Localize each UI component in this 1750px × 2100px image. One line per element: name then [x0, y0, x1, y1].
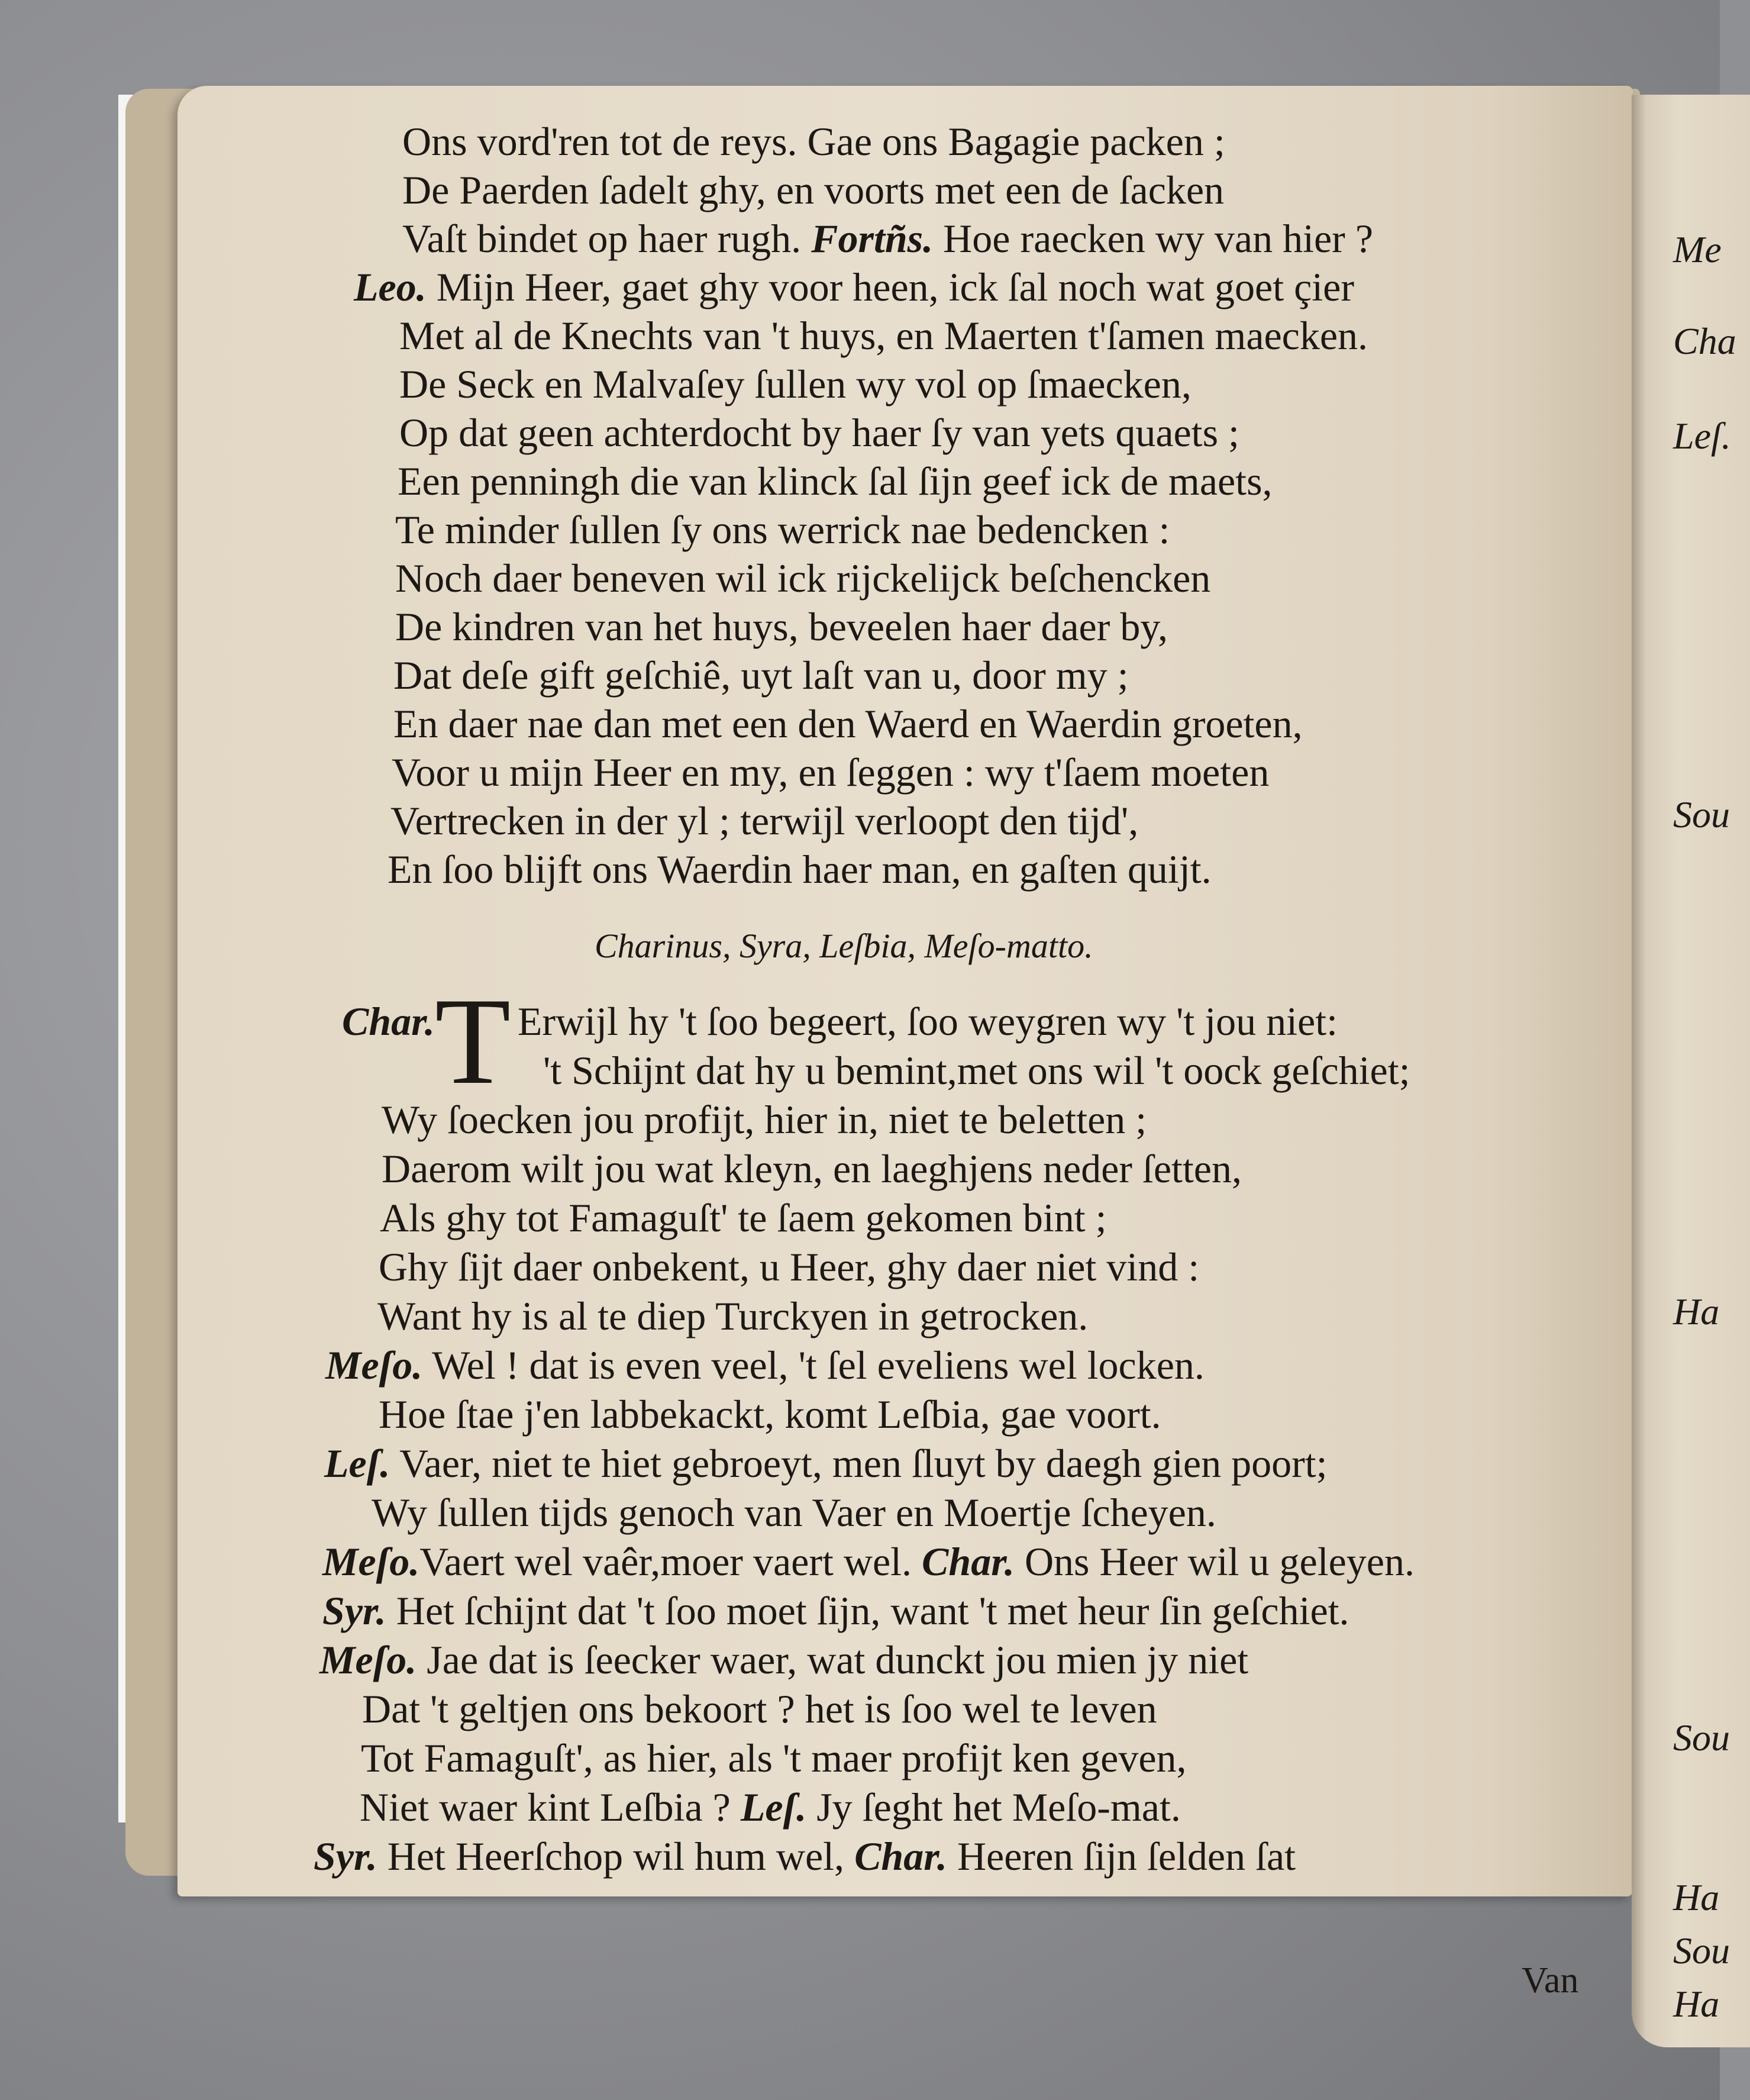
- verse-line: Tot Famaguſt', as hier, als 't maer profijt ken geven,: [361, 1736, 1187, 1780]
- facing-page-fragment: Cha: [1673, 320, 1736, 362]
- facing-page-fragment: Sou: [1673, 793, 1730, 836]
- verse-line: Leſ. Vaer, niet te hiet gebroeyt, men ſluyt by daegh gien poort;: [324, 1441, 1328, 1486]
- verse-line: Dat deſe gift geſchiê, uyt laſt van u, door my ;: [393, 653, 1129, 698]
- verse-line: 't Schijnt dat hy u bemint,met ons wil 't oock geſchiet;: [543, 1048, 1410, 1093]
- speaker-label: Meſo.: [325, 1343, 423, 1388]
- speaker-label: Syr.: [322, 1588, 386, 1633]
- verse-line: Ghy ſijt daer onbekent, u Heer, ghy daer niet vind :: [379, 1244, 1200, 1289]
- verse-line: Syr. Het Heerſchop wil hum wel, Char. Heeren ſijn ſelden ſat: [314, 1834, 1296, 1879]
- facing-page-fragment: Ha: [1673, 1983, 1720, 2025]
- verse-line: Wy ſullen tijds genoch van Vaer en Moertje ſcheyen.: [372, 1490, 1216, 1535]
- speaker-label: Meſo.: [319, 1637, 417, 1682]
- verse-line: Meſo. Wel ! dat is even veel, 't ſel eveliens wel locken.: [325, 1343, 1205, 1388]
- verse-line: Char. Erwijl hy 't ſoo begeert, ſoo weygren wy 't jou niet:: [342, 999, 1338, 1044]
- verse-line: De Seck en Malvaſey ſullen wy vol op ſmaecken,: [399, 362, 1192, 407]
- verse-line: Ons vord'ren tot de reys. Gae ons Bagagie packen ;: [402, 119, 1225, 164]
- facing-page-fragment: Leſ.: [1673, 415, 1731, 457]
- verse-line: Wy ſoecken jou profijt, hier in, niet te beletten ;: [382, 1097, 1147, 1142]
- verse-line: Met al de Knechts van 't huys, en Maerten t'ſamen maecken.: [399, 313, 1368, 358]
- catchword: Van: [1522, 1960, 1579, 2001]
- speaker-label: Leo.: [354, 264, 427, 309]
- verse-line: Syr. Het ſchijnt dat 't ſoo moet ſijn, want 't met heur ſin geſchiet.: [322, 1588, 1349, 1633]
- facing-page-edge: [1632, 95, 1750, 2047]
- verse-line: Als ghy tot Famaguſt' te ſaem gekomen bint ;: [380, 1195, 1107, 1240]
- verse-line: De kindren van het huys, beveelen haer daer by,: [395, 604, 1168, 649]
- verse-line: Daerom wilt jou wat kleyn, en laeghjens neder ſetten,: [382, 1146, 1242, 1191]
- speaker-label: Leſ.: [740, 1785, 807, 1830]
- verse-line: Hoe ſtae j'en labbekackt, komt Leſbia, gae voort.: [379, 1392, 1161, 1437]
- verse-line: En ſoo blijft ons Waerdin haer man, en gaſten quijt.: [388, 847, 1212, 892]
- speaker-label: Char.: [854, 1834, 947, 1879]
- verse-line: Een penningh die van klinck ſal ſijn geef ick de maets,: [398, 459, 1273, 504]
- speaker-label: Leſ.: [324, 1441, 390, 1486]
- facing-page-fragment: Sou: [1673, 1717, 1730, 1759]
- verse-line: Noch daer beneven wil ick rijckelijck beſchencken: [395, 556, 1211, 601]
- speaker-label: Char.: [922, 1539, 1015, 1584]
- drop-cap: T: [435, 973, 511, 1110]
- speaker-label: Meſo.: [322, 1539, 420, 1584]
- speaker-label: Char.: [342, 999, 435, 1044]
- verse-line: En daer nae dan met een den Waerd en Waerdin groeten,: [393, 701, 1303, 746]
- speaker-label: Syr.: [314, 1834, 377, 1879]
- verse-line: Te minder ſullen ſy ons werrick nae bedencken :: [395, 507, 1170, 552]
- scene-heading: Charinus, Syra, Leſbia, Meſo-matto.: [595, 927, 1093, 965]
- verse-line: Meſo.Vaert wel vaêr,moer vaert wel. Char. Ons Heer wil u geleyen.: [322, 1539, 1415, 1584]
- verse-line: Op dat geen achterdocht by haer ſy van yets quaets ;: [399, 410, 1239, 455]
- verse-line: Voor u mijn Heer en my, en ſeggen : wy t'ſaem moeten: [392, 750, 1270, 795]
- verse-line: Vertrecken in der yl ; terwijl verloopt den tijd',: [390, 798, 1139, 843]
- verse-line: Vaſt bindet op haer rugh. Fortñs. Hoe raecken wy van hier ?: [402, 216, 1374, 261]
- facing-page-fragment: Me: [1673, 228, 1722, 270]
- verse-line: De Paerden ſadelt ghy, en voorts met een de ſacken: [402, 167, 1225, 212]
- speaker-label: Fortñs.: [811, 216, 934, 261]
- verse-line: Want hy is al te diep Turckyen in getrocken.: [377, 1293, 1089, 1338]
- facing-page-fragment: Ha: [1673, 1876, 1720, 1918]
- verse-line: Niet waer kint Leſbia ? Leſ. Jy ſeght het Meſo-mat.: [360, 1785, 1181, 1830]
- verse-line: Dat 't geltjen ons bekoort ? het is ſoo wel te leven: [362, 1686, 1157, 1731]
- verse-line: Leo. Mijn Heer, gaet ghy voor heen, ick ſal noch wat goet çier: [354, 264, 1355, 309]
- facing-page-fragment: Ha: [1673, 1291, 1720, 1333]
- verse-line: Meſo. Jae dat is ſeecker waer, wat dunckt jou mien jy niet: [319, 1637, 1249, 1682]
- facing-page-fragment: Sou: [1673, 1930, 1730, 1972]
